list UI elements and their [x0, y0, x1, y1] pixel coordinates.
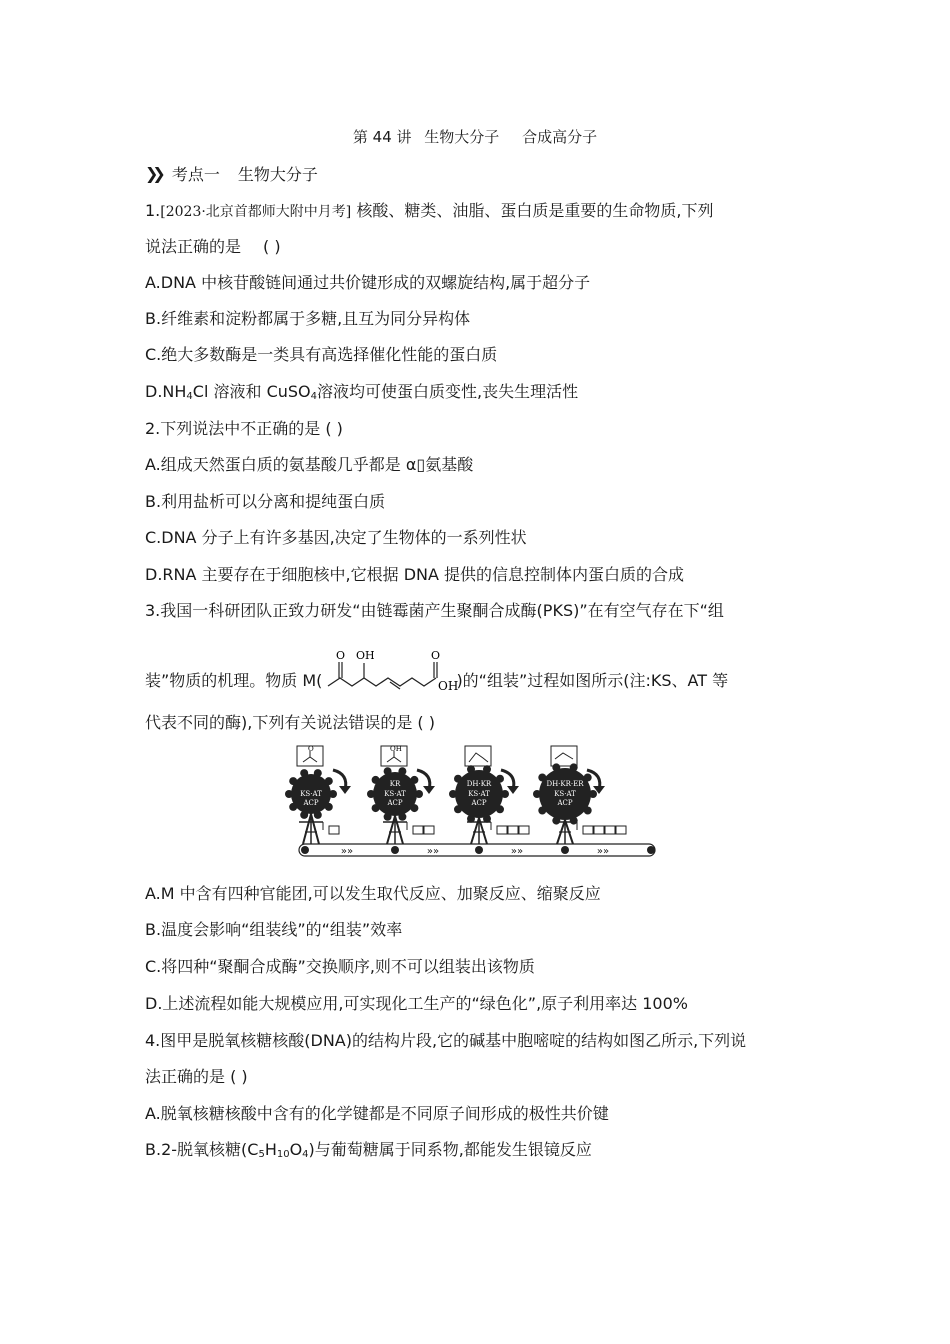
arrow-head-icon	[339, 786, 351, 794]
subscript: 4	[310, 391, 318, 402]
acid-oh-label: OH	[438, 679, 459, 693]
q2-option-a: A.组成天然蛋白质的氨基酸几乎都是 α▯氨基酸	[145, 455, 474, 474]
q3-option-d: D.上述流程如能大规模应用,可实现化工生产的“绿色化”,原子利用率达 100%	[145, 994, 688, 1013]
arrow-head-icon	[423, 786, 435, 794]
page-title	[0, 126, 950, 147]
q3-option-a: A.M 中含有四种官能团,可以发生取代反应、加聚反应、缩聚反应	[145, 884, 601, 903]
molecule-block	[424, 826, 434, 834]
q4-stem-line2: 法正确的是 ( )	[145, 1067, 248, 1086]
structure-label-box	[551, 746, 577, 766]
q1-number: 1.	[145, 201, 161, 220]
text: O	[289, 1140, 303, 1159]
subscript: 10	[276, 1149, 290, 1160]
q4-option-b	[145, 1139, 592, 1161]
q2-stem: 2.下列说法中不正确的是 ( )	[145, 419, 343, 438]
q1-stem-text2: 说法正确的是	[145, 237, 242, 256]
q1-option-d	[145, 381, 578, 403]
text: D.NH	[145, 382, 187, 401]
topic-2: 合成高分子	[522, 128, 598, 146]
molecule-block	[519, 826, 529, 834]
q1-stem-line1	[145, 200, 713, 223]
q1-option-a: A.DNA 中核苷酸链间通过共价键形成的双螺旋结构,属于超分子	[145, 273, 591, 292]
enzyme-label-mid: KS·AT	[554, 790, 576, 798]
q2-option-d: D.RNA 主要存在于细胞核中,它根据 DNA 提供的信息控制体内蛋白质的合成	[145, 565, 685, 584]
enzyme-label-mid: KS·AT	[468, 790, 490, 798]
carbonyl-o-label: O	[336, 649, 346, 662]
molecule-block	[583, 826, 593, 834]
text: )与葡萄糖属于同系物,都能发生银镜反应	[308, 1140, 592, 1159]
fragment-label: O	[308, 745, 314, 753]
structure-label-box	[465, 746, 491, 766]
q2-option-b: B.利用盐析可以分离和提纯蛋白质	[145, 492, 386, 511]
molecule-block	[616, 826, 626, 834]
q3-option-c: C.将四种“聚酮合成酶”交换顺序,则不可以组装出该物质	[145, 957, 535, 976]
lecture-number: 第 44 讲	[352, 128, 412, 146]
text: H	[264, 1140, 277, 1159]
text: )的“组装”过程如图所示(注:KS、AT 等	[456, 671, 729, 690]
enzyme-label-mid: KS·AT	[384, 790, 406, 798]
topic-1: 生物大分子	[424, 128, 500, 146]
enzyme-label-bottom: ACP	[387, 799, 403, 807]
molecule-block	[594, 826, 604, 834]
molecule-structure-m	[324, 646, 459, 702]
belt-wheel-icon	[647, 846, 655, 854]
subscript: 4	[186, 391, 193, 402]
belt-direction-arrows-icon: »»	[510, 846, 524, 857]
answer-paren: ( )	[263, 237, 281, 256]
q1-source: [2023·北京首都师大附中月考]	[160, 204, 352, 220]
q4-option-a: A.脱氧核糖核酸中含有的化学键都是不同原子间形成的极性共价键	[145, 1104, 609, 1123]
belt-wheel-icon	[561, 846, 569, 854]
enzyme-gear-icon	[449, 765, 509, 822]
belt-direction-arrows-icon: »»	[340, 846, 354, 857]
molecule-block	[508, 826, 518, 834]
subscript: 4	[302, 1149, 309, 1160]
section-title: 生物大分子	[237, 165, 318, 184]
enzyme-label-bottom: ACP	[303, 799, 319, 807]
belt-wheel-icon	[391, 846, 399, 854]
enzyme-label-top: KR	[389, 780, 401, 788]
text: 装”物质的机理。物质 M(	[145, 671, 323, 690]
q3-option-b: B.温度会影响“组装线”的“组装”效率	[145, 920, 403, 939]
pks-assembly-line-figure	[295, 742, 665, 860]
double-chevron-icon: ❯❯	[145, 164, 160, 183]
q2-option-c: C.DNA 分子上有许多基因,决定了生物体的一系列性状	[145, 528, 527, 547]
q3-stem-line2	[145, 646, 728, 706]
belt-direction-arrows-icon: »»	[426, 846, 440, 857]
enzyme-label-bottom: ACP	[557, 799, 573, 807]
molecule-block	[413, 826, 423, 834]
enzyme-label-top: DH·KR·ER	[546, 780, 584, 788]
carbonyl-o-label-2: O	[431, 649, 441, 662]
q1-stem-line2	[145, 236, 281, 258]
molecule-block	[497, 826, 507, 834]
section-label: 考点一	[171, 165, 220, 184]
q1-option-c: C.绝大多数酶是一类具有高选择催化性能的蛋白质	[145, 345, 498, 364]
q3-stem-line3: 代表不同的酶),下列有关说法错误的是 ( )	[145, 713, 435, 732]
belt-wheel-icon	[301, 846, 309, 854]
section-heading	[145, 162, 318, 185]
belt-wheel-icon	[475, 846, 483, 854]
enzyme-label-top: DH·KR	[466, 780, 492, 788]
enzyme-gear-icon	[533, 763, 597, 824]
text: B.2-脱氧核糖(C	[145, 1140, 259, 1159]
subscript: 5	[258, 1149, 265, 1160]
belt-direction-arrows-icon: »»	[596, 846, 610, 857]
molecule-block	[605, 826, 615, 834]
q1-option-b: B.纤维素和淀粉都属于多糖,且互为同分异构体	[145, 309, 471, 328]
enzyme-label-mid: KS·AT	[300, 790, 322, 798]
q1-stem-text: 核酸、糖类、油脂、蛋白质是重要的生命物质,下列	[351, 201, 714, 220]
q3-stem-line1: 3.我国一科研团队正致力研发“由链霉菌产生聚酮合成酶(PKS)”在有空气存在下“组	[145, 601, 724, 620]
fragment-label: OH	[390, 745, 402, 753]
text: 溶液均可使蛋白质变性,丧失生理活性	[317, 382, 579, 401]
q4-stem-line1: 4.图甲是脱氧核糖核酸(DNA)的结构片段,它的碱基中胞嘧啶的结构如图乙所示,下列说	[145, 1031, 747, 1050]
hydroxyl-label: OH	[356, 649, 376, 662]
molecule-block	[329, 826, 339, 834]
text: Cl 溶液和 CuSO	[192, 382, 311, 401]
enzyme-label-bottom: ACP	[471, 799, 487, 807]
